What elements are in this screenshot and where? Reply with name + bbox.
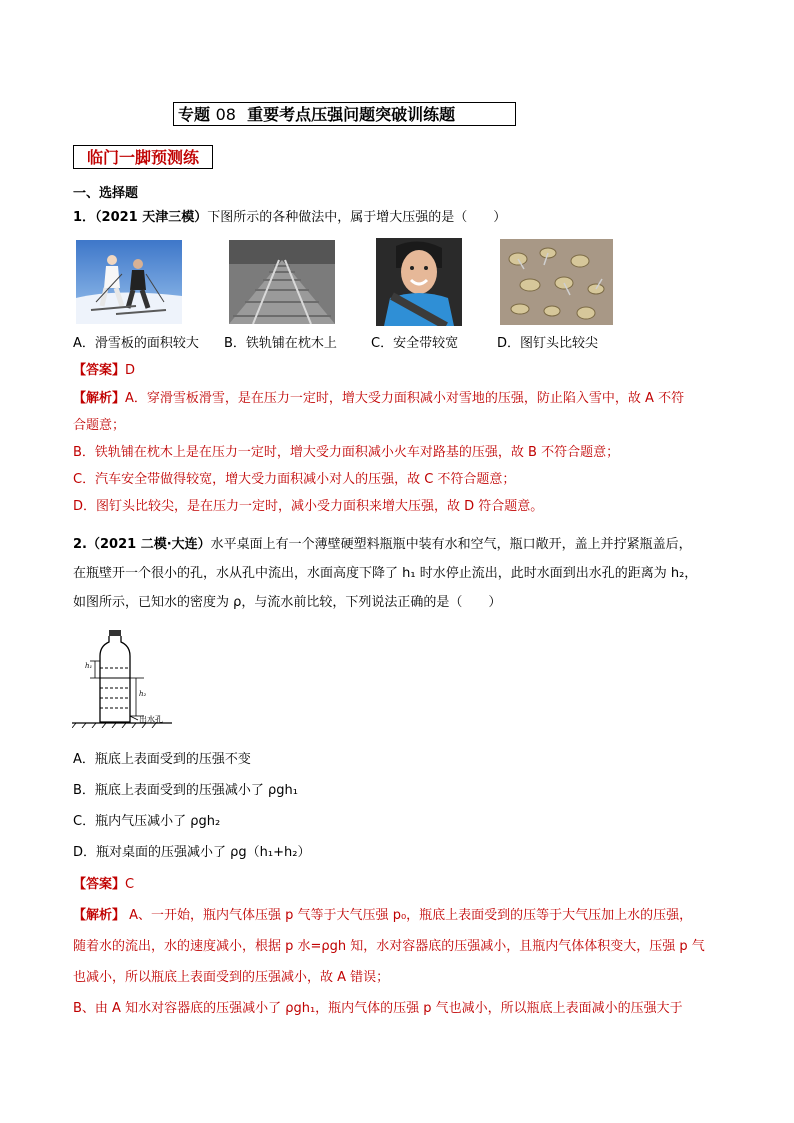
question-2-stem-line: 在瓶壁开一个很小的孔，水从孔中流出，水面高度下降了 h₁ 时水停止流出，此时水面到出水孔的距离为 h₂， [73,566,698,581]
q2-analysis-line: 随着水的流出，水的速度减小，根据 p 水=ρgh 知，水对容器底的压强减小，且瓶内气体体积变大，压强 p 气 [73,939,705,954]
skiers-photo [76,240,182,324]
q1-analysis-line: 【解析】A．穿滑雪板滑雪，是在压力一定时，增大受力面积减小对雪地的压强，防止陷入雪中，故 A 不符 [73,391,685,406]
part-heading: 一、选择题 [73,186,139,201]
q1-option-a: A．滑雪板的面积较大 [73,336,199,351]
child-seatbelt-photo [376,238,462,326]
q2-analysis-line: 【解析】 A、一开始，瓶内气体压强 p 气等于大气压强 p₀，瓶底上表面受到的压等于大气压加上水的压强， [73,908,693,923]
q2-option-a: A．瓶底上表面受到的压强不变 [73,752,251,767]
h2-label: h₂ [139,690,147,698]
q1-analysis-line: B．铁轨铺在枕木上是在压力一定时，增大受力面积减小火车对路基的压强，故 B 不符合题意； [73,445,620,460]
h1-label: h₁ [85,662,93,670]
q1-answer: 【答案】D [73,363,136,378]
q1-option-d: D．图钉头比较尖 [497,336,599,351]
q1-analysis-line: 合题意； [73,418,126,433]
page-title: 专题 08 重要考点压强问题突破训练题 [173,102,516,126]
q1-option-c: C．安全带较宽 [371,336,459,351]
question-2-stem-line: 如图所示，已知水的密度为 ρ，与流水前比较，下列说法正确的是（ ） [73,595,502,610]
q2-option-c: C．瓶内气压减小了 ρgh₂ [73,814,221,829]
q1-analysis-line: D．图钉头比较尖，是在压力一定时，减小受力面积来增大压强，故 D 符合题意。 [73,499,544,514]
thumbtacks-photo [500,239,613,325]
q1-analysis-line: C．汽车安全带做得较宽，增大受力面积减小对人的压强，故 C 不符合题意； [73,472,516,487]
hole-label: 出水孔 [139,715,163,724]
q2-analysis-line: B、由 A 知水对容器底的压强减小了 ρgh₁，瓶内气体的压强 p 气也减小，所以瓶底上表面减小的压强大于 [73,1001,683,1016]
q2-option-b: B．瓶底上表面受到的压强减小了 ρgh₁ [73,783,299,798]
q1-option-b: B．铁轨铺在枕木上 [224,336,337,351]
railway-photo [229,240,335,324]
section-heading: 临门一脚预测练 [73,145,213,169]
q2-answer: 【答案】C [73,877,135,892]
question-1-stem: 1．（2021 天津三模）下图所示的各种做法中，属于增大压强的是（ ） [73,210,507,225]
q2-option-d: D．瓶对桌面的压强减小了 ρg（h₁+h₂） [73,845,311,860]
question-2-stem: 2.（2021 二模·大连）水平桌面上有一个薄壁硬塑料瓶瓶中装有水和空气，瓶口敞开，盖上并拧紧瓶盖后， [73,537,692,552]
bottle-diagram [72,628,172,728]
q2-analysis-line: 也减小，所以瓶底上表面受到的压强减小，故 A 错误； [73,970,390,985]
